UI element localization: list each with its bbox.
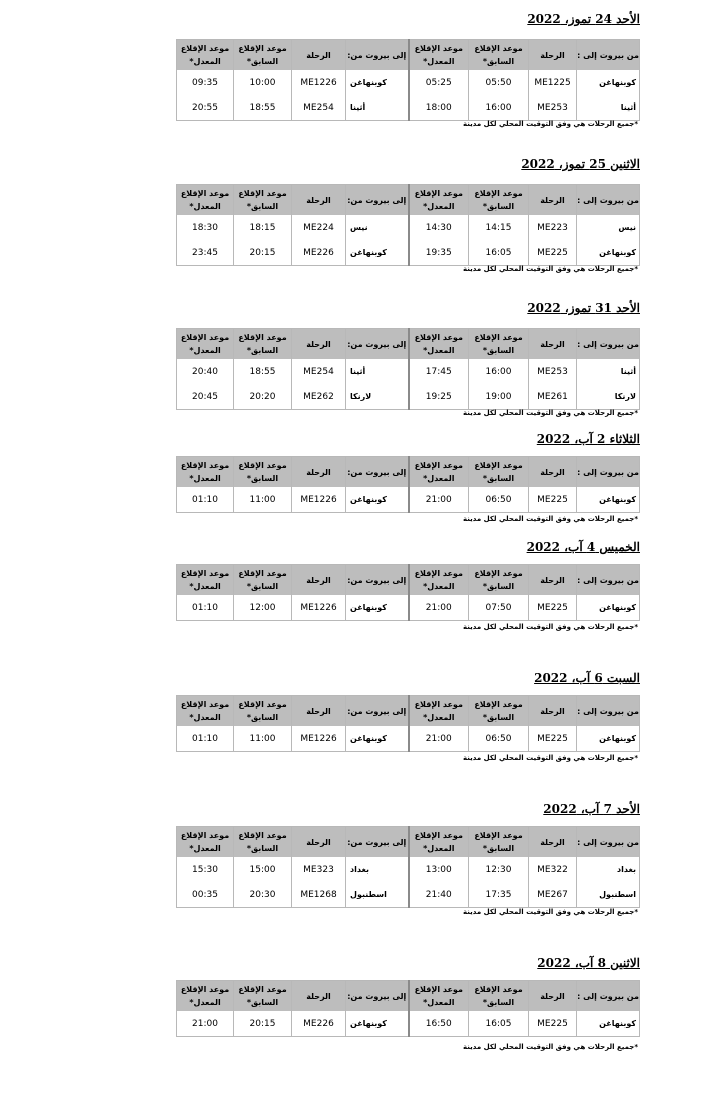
table-cell: نيس bbox=[577, 215, 640, 240]
column-header: موعد الإقلاع السابق* bbox=[234, 40, 292, 71]
table-cell: ME267 bbox=[529, 882, 577, 908]
schedule-table bbox=[176, 184, 640, 266]
column-header: الرحلة bbox=[529, 696, 577, 727]
table-cell: 21:40 bbox=[409, 882, 469, 908]
table-cell: ME253 bbox=[529, 95, 577, 121]
column-header: الرحلة bbox=[292, 696, 346, 727]
table-row bbox=[177, 726, 640, 752]
header-row bbox=[177, 185, 640, 216]
table-cell: ME226 bbox=[292, 1011, 346, 1037]
table-cell: أثينا bbox=[346, 95, 409, 121]
column-header: موعد الإقلاع السابق* bbox=[469, 457, 529, 488]
timezone-note: *جميع الرحلات هي وفق التوقيت المحلي لكل مدينة bbox=[463, 515, 638, 523]
column-header: الرحلة bbox=[529, 457, 577, 488]
column-header: موعد الإقلاع السابق* bbox=[469, 981, 529, 1012]
table-cell: 12:00 bbox=[234, 595, 292, 621]
table-cell: أثينا bbox=[346, 359, 409, 384]
table-row bbox=[177, 487, 640, 513]
table-cell: ME254 bbox=[292, 95, 346, 121]
column-header: موعد الإقلاع السابق* bbox=[469, 329, 529, 360]
table-cell: 21:00 bbox=[409, 595, 469, 621]
table-cell: ME322 bbox=[529, 857, 577, 882]
column-header: من بيروت إلى : bbox=[577, 457, 640, 488]
column-header: الرحلة bbox=[292, 981, 346, 1012]
table-cell: 18:15 bbox=[234, 215, 292, 240]
column-header: موعد الإقلاع المعدل* bbox=[177, 457, 234, 488]
table-cell: 11:00 bbox=[234, 487, 292, 513]
table-row bbox=[177, 95, 640, 121]
timezone-note: *جميع الرحلات هي وفق التوقيت المحلي لكل مدينة bbox=[463, 754, 638, 762]
table-cell: بغداد bbox=[577, 857, 640, 882]
table-cell: لارنكا bbox=[346, 384, 409, 410]
column-header: الرحلة bbox=[529, 827, 577, 858]
table-cell: كوبنهاغن bbox=[577, 1011, 640, 1037]
table-cell: ME226 bbox=[292, 240, 346, 266]
column-header: إلى بيروت من: bbox=[346, 329, 409, 360]
column-header: إلى بيروت من: bbox=[346, 981, 409, 1012]
column-header: موعد الإقلاع السابق* bbox=[469, 696, 529, 727]
table-cell: 19:35 bbox=[409, 240, 469, 266]
column-header: إلى بيروت من: bbox=[346, 40, 409, 71]
column-header: موعد الإقلاع السابق* bbox=[234, 696, 292, 727]
column-header: إلى بيروت من: bbox=[346, 185, 409, 216]
table-row bbox=[177, 595, 640, 621]
column-header: موعد الإقلاع المعدل* bbox=[177, 329, 234, 360]
table-cell: ME225 bbox=[529, 240, 577, 266]
schedule-table bbox=[176, 564, 640, 621]
table-cell: 14:30 bbox=[409, 215, 469, 240]
table-cell: ME1226 bbox=[292, 70, 346, 95]
table-row bbox=[177, 1011, 640, 1037]
column-header: الرحلة bbox=[529, 40, 577, 71]
column-header: إلى بيروت من: bbox=[346, 457, 409, 488]
table-cell: 18:00 bbox=[409, 95, 469, 121]
column-header: موعد الإقلاع المعدل* bbox=[177, 185, 234, 216]
table-cell: 21:00 bbox=[409, 487, 469, 513]
column-header: الرحلة bbox=[529, 185, 577, 216]
column-header: موعد الإقلاع المعدل* bbox=[177, 827, 234, 858]
table-cell: كوبنهاغن bbox=[577, 487, 640, 513]
column-header: الرحلة bbox=[529, 565, 577, 596]
header-row bbox=[177, 457, 640, 488]
table-cell: 20:15 bbox=[234, 1011, 292, 1037]
table-cell: ME225 bbox=[529, 726, 577, 752]
table-row bbox=[177, 215, 640, 240]
table-cell: 05:50 bbox=[469, 70, 529, 95]
day-title: الثلاثاء 2 آب، 2022 bbox=[536, 432, 640, 446]
column-header: الرحلة bbox=[292, 185, 346, 216]
column-header: من بيروت إلى : bbox=[577, 565, 640, 596]
column-header: موعد الإقلاع المعدل* bbox=[409, 185, 469, 216]
column-header: موعد الإقلاع المعدل* bbox=[409, 329, 469, 360]
column-header: الرحلة bbox=[292, 457, 346, 488]
column-header: موعد الإقلاع السابق* bbox=[469, 185, 529, 216]
table-cell: ME224 bbox=[292, 215, 346, 240]
schedule-table bbox=[176, 695, 640, 752]
column-header: موعد الإقلاع المعدل* bbox=[409, 457, 469, 488]
table-cell: أثينا bbox=[577, 95, 640, 121]
table-cell: 20:55 bbox=[177, 95, 234, 121]
column-header: موعد الإقلاع المعدل* bbox=[177, 981, 234, 1012]
column-header: موعد الإقلاع المعدل* bbox=[177, 40, 234, 71]
table-cell: كوبنهاغن bbox=[577, 240, 640, 266]
table-cell: 14:15 bbox=[469, 215, 529, 240]
table-cell: أثينا bbox=[577, 359, 640, 384]
column-header: الرحلة bbox=[529, 981, 577, 1012]
day-title: الأحد 31 تموز، 2022 bbox=[527, 301, 640, 315]
column-header: الرحلة bbox=[292, 329, 346, 360]
table-cell: 21:00 bbox=[409, 726, 469, 752]
table-cell: ME1226 bbox=[292, 726, 346, 752]
table-cell: ME262 bbox=[292, 384, 346, 410]
table-cell: 20:30 bbox=[234, 882, 292, 908]
header-row bbox=[177, 696, 640, 727]
column-header: موعد الإقلاع السابق* bbox=[234, 329, 292, 360]
table-cell: 20:45 bbox=[177, 384, 234, 410]
table-cell: 06:50 bbox=[469, 726, 529, 752]
table-cell: 15:30 bbox=[177, 857, 234, 882]
table-cell: 00:35 bbox=[177, 882, 234, 908]
table-cell: لارنكا bbox=[577, 384, 640, 410]
table-cell: كوبنهاغن bbox=[346, 1011, 409, 1037]
column-header: موعد الإقلاع المعدل* bbox=[409, 565, 469, 596]
table-cell: 10:00 bbox=[234, 70, 292, 95]
header-row bbox=[177, 827, 640, 858]
table-cell: 07:50 bbox=[469, 595, 529, 621]
table-cell: كوبنهاغن bbox=[577, 595, 640, 621]
table-cell: ME1226 bbox=[292, 595, 346, 621]
day-title: السبت 6 آب، 2022 bbox=[534, 671, 640, 685]
table-cell: 11:00 bbox=[234, 726, 292, 752]
table-cell: كوبنهاغن bbox=[577, 726, 640, 752]
table-cell: 16:50 bbox=[409, 1011, 469, 1037]
column-header: موعد الإقلاع المعدل* bbox=[177, 565, 234, 596]
table-cell: 20:40 bbox=[177, 359, 234, 384]
table-cell: ME254 bbox=[292, 359, 346, 384]
column-header: موعد الإقلاع السابق* bbox=[469, 565, 529, 596]
table-cell: ME323 bbox=[292, 857, 346, 882]
table-cell: 12:30 bbox=[469, 857, 529, 882]
header-row bbox=[177, 40, 640, 71]
day-title: الأحد 7 آب، 2022 bbox=[543, 802, 640, 816]
timezone-note: *جميع الرحلات هي وفق التوقيت المحلي لكل مدينة bbox=[463, 265, 638, 273]
table-row bbox=[177, 359, 640, 384]
table-cell: 23:45 bbox=[177, 240, 234, 266]
table-row bbox=[177, 240, 640, 266]
column-header: الرحلة bbox=[292, 827, 346, 858]
column-header: الرحلة bbox=[292, 565, 346, 596]
table-cell: كوبنهاغن bbox=[346, 240, 409, 266]
column-header: موعد الإقلاع المعدل* bbox=[409, 696, 469, 727]
table-cell: 06:50 bbox=[469, 487, 529, 513]
column-header: إلى بيروت من: bbox=[346, 827, 409, 858]
day-title: الخميس 4 آب، 2022 bbox=[526, 540, 640, 554]
day-title: الأحد 24 تموز، 2022 bbox=[527, 12, 640, 26]
table-cell: ME1268 bbox=[292, 882, 346, 908]
timezone-note: *جميع الرحلات هي وفق التوقيت المحلي لكل مدينة bbox=[463, 908, 638, 916]
schedule-table bbox=[176, 39, 640, 121]
column-header: من بيروت إلى : bbox=[577, 329, 640, 360]
table-cell: ME225 bbox=[529, 1011, 577, 1037]
column-header: موعد الإقلاع السابق* bbox=[234, 827, 292, 858]
table-row bbox=[177, 882, 640, 908]
table-cell: ME1226 bbox=[292, 487, 346, 513]
column-header: موعد الإقلاع المعدل* bbox=[409, 827, 469, 858]
table-cell: 18:30 bbox=[177, 215, 234, 240]
day-title: الاثنين 8 آب، 2022 bbox=[537, 956, 640, 970]
day-title: الاثنين 25 تموز، 2022 bbox=[521, 157, 640, 171]
header-row bbox=[177, 329, 640, 360]
timezone-note: *جميع الرحلات هي وفق التوقيت المحلي لكل مدينة bbox=[463, 409, 638, 417]
column-header: موعد الإقلاع المعدل* bbox=[409, 981, 469, 1012]
column-header: موعد الإقلاع السابق* bbox=[234, 981, 292, 1012]
table-cell: كوبنهاغن bbox=[346, 595, 409, 621]
table-cell: 18:55 bbox=[234, 95, 292, 121]
table-cell: 17:35 bbox=[469, 882, 529, 908]
table-cell: ME253 bbox=[529, 359, 577, 384]
schedule-table bbox=[176, 980, 640, 1037]
table-cell: 15:00 bbox=[234, 857, 292, 882]
schedule-table bbox=[176, 328, 640, 410]
column-header: إلى بيروت من: bbox=[346, 696, 409, 727]
table-cell: 16:00 bbox=[469, 95, 529, 121]
schedule-table bbox=[176, 826, 640, 908]
table-cell: 18:55 bbox=[234, 359, 292, 384]
column-header: من بيروت إلى : bbox=[577, 827, 640, 858]
table-cell: كوبنهاغن bbox=[346, 726, 409, 752]
table-cell: كوبنهاغن bbox=[577, 70, 640, 95]
table-cell: 21:00 bbox=[177, 1011, 234, 1037]
table-cell: 20:20 bbox=[234, 384, 292, 410]
column-header: موعد الإقلاع السابق* bbox=[234, 565, 292, 596]
table-cell: 17:45 bbox=[409, 359, 469, 384]
timezone-note: *جميع الرحلات هي وفق التوقيت المحلي لكل مدينة bbox=[463, 1043, 638, 1051]
column-header: من بيروت إلى : bbox=[577, 185, 640, 216]
column-header: موعد الإقلاع السابق* bbox=[234, 185, 292, 216]
table-cell: اسطنبول bbox=[346, 882, 409, 908]
table-cell: 05:25 bbox=[409, 70, 469, 95]
column-header: الرحلة bbox=[292, 40, 346, 71]
timezone-note: *جميع الرحلات هي وفق التوقيت المحلي لكل مدينة bbox=[463, 120, 638, 128]
column-header: موعد الإقلاع المعدل* bbox=[409, 40, 469, 71]
table-cell: 19:25 bbox=[409, 384, 469, 410]
header-row bbox=[177, 981, 640, 1012]
column-header: الرحلة bbox=[529, 329, 577, 360]
table-cell: 01:10 bbox=[177, 487, 234, 513]
table-cell: 19:00 bbox=[469, 384, 529, 410]
table-cell: كوبنهاغن bbox=[346, 487, 409, 513]
table-cell: 09:35 bbox=[177, 70, 234, 95]
table-cell: 16:00 bbox=[469, 359, 529, 384]
table-cell: 13:00 bbox=[409, 857, 469, 882]
table-cell: اسطنبول bbox=[577, 882, 640, 908]
timezone-note: *جميع الرحلات هي وفق التوقيت المحلي لكل مدينة bbox=[463, 623, 638, 631]
column-header: موعد الإقلاع السابق* bbox=[234, 457, 292, 488]
table-cell: ME261 bbox=[529, 384, 577, 410]
column-header: من بيروت إلى : bbox=[577, 696, 640, 727]
column-header: من بيروت إلى : bbox=[577, 40, 640, 71]
table-cell: بغداد bbox=[346, 857, 409, 882]
table-cell: نيس bbox=[346, 215, 409, 240]
table-cell: 16:05 bbox=[469, 1011, 529, 1037]
table-cell: 16:05 bbox=[469, 240, 529, 266]
schedule-table bbox=[176, 456, 640, 513]
table-row bbox=[177, 384, 640, 410]
table-cell: كوبنهاغن bbox=[346, 70, 409, 95]
table-cell: 01:10 bbox=[177, 595, 234, 621]
table-cell: ME1225 bbox=[529, 70, 577, 95]
column-header: موعد الإقلاع المعدل* bbox=[177, 696, 234, 727]
table-cell: ME225 bbox=[529, 487, 577, 513]
table-cell: ME223 bbox=[529, 215, 577, 240]
column-header: إلى بيروت من: bbox=[346, 565, 409, 596]
table-row bbox=[177, 857, 640, 882]
column-header: من بيروت إلى : bbox=[577, 981, 640, 1012]
table-cell: 20:15 bbox=[234, 240, 292, 266]
table-row bbox=[177, 70, 640, 95]
column-header: موعد الإقلاع السابق* bbox=[469, 827, 529, 858]
table-cell: 01:10 bbox=[177, 726, 234, 752]
header-row bbox=[177, 565, 640, 596]
column-header: موعد الإقلاع السابق* bbox=[469, 40, 529, 71]
table-cell: ME225 bbox=[529, 595, 577, 621]
